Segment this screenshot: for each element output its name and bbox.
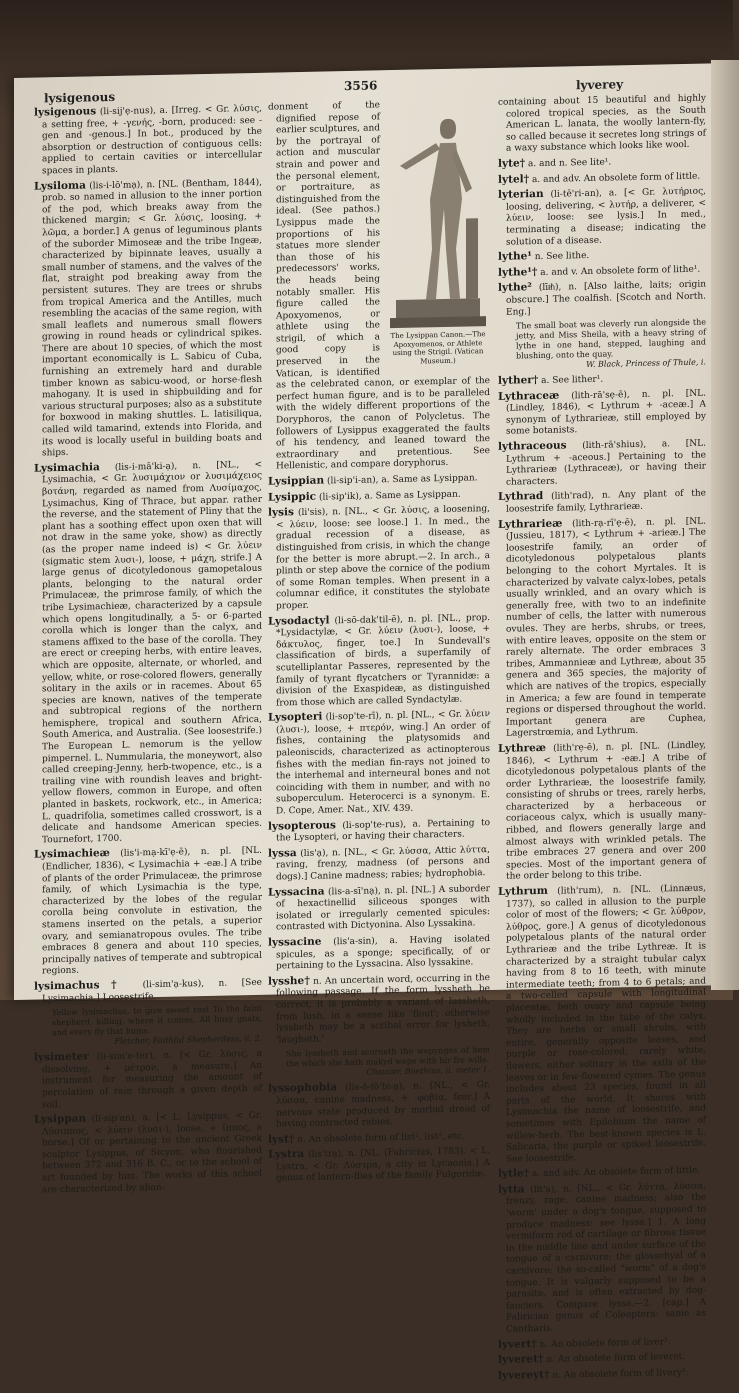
headword: Lysopteri [268, 710, 323, 724]
definition-text: (lis'trạ), n. [NL. (Fabricius, 1783), < L. Lystra, < Gr. Λύστρα, a city in Lycaonia.] A genus of lantern-flies of the family Fulgoridæ. [276, 1146, 490, 1184]
column-3 [498, 93, 706, 1382]
dictionary-entry [268, 883, 490, 935]
definition-text: containing about 15 beautiful and highly colored tropical species, as the South American L. lanata, the woolly lantern-fly, so called because it secretes long strings of a waxy substance which looks like wool. [498, 93, 706, 155]
dictionary-entry [268, 817, 490, 846]
definition-text: (lis'ạ), n. [NL., < Gr. λύσσα, Attic λύττα, raving, frenzy, madness (of persons and dogs).] Canine madness; rabies; hydrophobia. [276, 844, 490, 883]
dictionary-entry [498, 515, 706, 741]
dictionary-entry [498, 263, 706, 280]
headword: Lysimachia [34, 461, 100, 475]
quote-text: Yellow lysimachus, to give sweet rest To the faint shepherd, killing, where it comes, All busy gnats, and every fly that hums. [52, 1003, 262, 1038]
definition-text: (lith'rum), n. [NL. (Linnæus, 1737), so called in allusion to the purple color of most of the flowers; < Gr. λύθρον, λύθρος, gore.] A genus of dicotyledonous polypetalous plants of the natural order Lythrarieæ and the tribe Lythreæ. It is characterized by a straight tubular calyx having from 8 to 16 teeth, with minute intermediate teeth; from 4 to 6 petals; and a two-celled capsule with longitudinal placentæ, both ovary and capsule being wholly included in the tube of the calyx. They are herbs or small shrubs, with entire, generally opposite leaves, and purple or rose-colored, rarely white, flowers, either solitary in the axils of the leaves or in few-flowered cymes. The genus includes about 23 species, found in all parts of the world. It shares with Lysimachia the name of loosestrife, and sometimes with Epilobium the name of willow-herb. The best-known species is L. Salicaria, the purple or spiked loosestrife. See loosestrife. [506, 883, 706, 1165]
headword: lyvert† [498, 1337, 537, 1351]
definition-text: (li-sip'i-an), a. Same as Lysippan. [327, 473, 478, 487]
definition-text: n. An uncertain word, occurring in the following passage. If the form lyssheth be correct, it is probably a variant of lussheth, from lush, in a sense like 'flout'; otherwise lyssheth may be a scribal error for lysheth, 'laugheth.' [276, 972, 491, 1046]
dictionary-entry [498, 248, 706, 265]
definition-text: (li'sis), n. [NL., < Gr. λύσις, a loosening, < λύειν, loose: see loose.] 1. In med., the gradual recession of a disease, as distinguished from crisis, in which the change for the better is more abrupt.—2. In arch., a plinth or step above the cornice of the podium of some Roman temples. When present in a columnar edifice, it constitutes the stylobate proper. [276, 504, 490, 612]
definition-text: (lith'rẹ-ē), n. pl. [NL. (Lindley, 1846), < Lythrum + -eæ.] A tribe of dicotyledonous polypetalous plants of the order Lythrarieæ, the loosestrife family, consisting of shrubs or trees, rarely herbs, characterized by a herbaceous or coriaceous calyx, which is usually many-ribbed, and flowers generally large and almost always with wrinkled petals. The tribe embraces 27 genera and over 200 species. Most of the important genera of the order belong to this tribe. [506, 740, 706, 883]
dictionary-entry [498, 1351, 706, 1368]
dictionary-entry [498, 94, 706, 156]
headword: Lythreæ [498, 741, 547, 755]
definition-text: n. An obsolete form of list¹, list², etc. [297, 1131, 465, 1145]
definition-text: (li-sim'ạ-kus), n. [See Lysimachia.] Loosestrife. [42, 977, 263, 1004]
dictionary-entry [34, 1110, 262, 1197]
headword: lythraceous [498, 439, 567, 453]
dictionary-entry [498, 279, 706, 319]
dictionary-entry [268, 708, 490, 818]
headword: lysimachus† [34, 978, 129, 993]
definition-text: (lis-i-mā'ki-ạ), n. [NL., < Lysimachia, < Gr. λυσιμάχιον or λυσιμάχειος βοτάνη, regarded as named from Λυσίμαχος, Lysimachus, King of Thrace, but appar. rather the reverse, and the statement of Pliny that the plant has a soothing effect upon oxen that will not draw in the same yoke, show) as directly (as the proper name indeed is) < Gr. λύειν (sigmatic stem λυσι-), loose, + μάχη, strife.] A large genus of dicotyledonous gamopetalous plants, belonging to the natural order Primulaceæ, the primrose family, of which the tribe Lysimachieæ, characterized by a capsule which opens longitudinally, a 5- or 6-parted corolla which is longer than the calyx, and stamens affixed to the base of the corolla. They are erect or creeping herbs, with entire leaves, which are opposite, alternate, or whorled, and yellow, white, or rose-colored flowers, generally solitary in the axils or in racemes. About 65 species are known, natives of the temperate and subtropical regions of the northern hemisphere, tropical and southern Africa, South America, and Australia. (See loosestrife.) The European L. nemorum is the yellow pimpernel. L. Nummularia, the moneywort, also called creeping-Jenny, herb-twopence, etc., is a trailing vine with roundish leaves and bright-yellow flowers, common in Europe, and often planted in baskets, rockwork, etc., in America; L. quadrifolia, sometimes called crosswort, is a delicate and handsome American species. Tournefort, 1700. [42, 459, 262, 846]
definition-text: a. and adv. An obsolete form of little. [531, 171, 701, 185]
dictionary-entry [498, 883, 706, 1167]
definition-text: (lis'a-sin), a. Having isolated spicules, as a sponge; specifically, of or pertaining to the Lyssacina. Also lyssakine. [276, 933, 490, 972]
headword: Lysiloma [34, 179, 86, 193]
dictionary-entry [268, 472, 490, 489]
definition-text: (lith-rạ-rī'ẹ-ē), n. pl. [NL. (Jussieu, 1817), < Lythrum + -arieæ.] The loosestrife family, an order of dicotyledonous polypetalous plants belonging to the cohort Myrtales. It is characterized by valvate calyx-lobes, petals usually wrinkled, and an ovary which is generally free, with two to an indefinite number of cells, the latter with numerous ovules. They are herbs, shrubs, or trees, with entire leaves, opposite on the stem or rarely alternate. The order embraces 3 tribes, Ammannieæ and Lythreæ, about 35 genera and 365 species, the majority of which are natives of the tropics, especially in America; a few are found in temperate regions or dispersed throughout the world. Important genera are Cuphea, Lagerstrœmia, and Lythrum. [506, 516, 706, 740]
quote-text: She lyssheth and scorneth the wepynges of hem the which she hath makyd wepe with hir fre wille. [286, 1045, 490, 1069]
dictionary-entry [498, 1366, 706, 1383]
dictionary-entry [498, 739, 706, 883]
definition-text: (li-sop'te-rus), a. Pertaining to the Lysopteri, or having their characters. [276, 817, 490, 844]
dictionary-entry [268, 503, 490, 613]
citation-quote [52, 1004, 262, 1048]
headword: lyssa [268, 846, 297, 860]
definition-text: n. An obsolete form of livery³. [552, 1367, 689, 1381]
headword: Lythraceæ [498, 389, 560, 403]
dictionary-entry [498, 372, 706, 389]
headword: Lysippan [34, 1112, 87, 1126]
headword: Lythrarieæ [498, 517, 563, 531]
headword: lyveret† [498, 1353, 544, 1367]
definition-text: a. See lither¹. [541, 374, 604, 387]
definition-text: n. An obsolete form of leveret. [546, 1352, 685, 1366]
dictionary-entry [498, 154, 706, 171]
definition-text: (li-sō-dak'til-ē), n. pl. [NL., prop. *Lysidactylæ, < Gr. λύειν (λυσι-), loose, + δάκτυλος, finger, toe.] In Sundevall's classification of birds, a superfamily of scutelliplantar Passeres, represented by the family of tyrant flycatchers or Tyrannidæ: a division of the Exaspideæ, as distinguished from those which are called Syndactylæ. [276, 612, 490, 709]
dictionary-entry [268, 844, 490, 884]
headword: lysimeter [34, 1050, 89, 1064]
definition-text: (lis-a-sī'nạ), n. pl. [NL.] A suborder of hexactinellid siliceous sponges with isolated or irregularly cemented spicules: contrasted with Dictyonina. Also Lyssakina. [276, 883, 490, 933]
headword: lythe¹ [498, 250, 532, 263]
left-guide-word: lysigenous [44, 89, 116, 106]
definition-text: (lis-ō-fō'bi-ạ), n. [NL., < Gr. λύσσα, canine madness, + -φοβία, fear.] A nervous state produced by morbid dread of having contracted rabies. [276, 1080, 490, 1130]
headword: lyte† [498, 157, 526, 170]
dictionary-entry [498, 1335, 706, 1352]
headword: lysigenous [34, 105, 97, 119]
headword: Lyssacina [268, 885, 325, 899]
right-guide-word: lyverey [576, 77, 624, 93]
column-1 [34, 103, 263, 1196]
definition-text: a. and adv. An obsolete form of little. [531, 1165, 701, 1180]
quote-source: Chaucer, Boethius, ii. meter 1. [366, 1065, 490, 1077]
definition-text: (lis-i-lō'mạ), n. [NL. (Bentham, 1844), prob. so named in allusion to the inner portion of the pod, which breaks away from the thickened margin; < Gr. λύσις, loosing, + λῶμα, a border.] A genus of leguminous plants of the suborder Mimoseæ and the tribe Ingeæ, characterized by bipinnate leaves, usually a small number of stamens, and the valves of the flat, straight pod breaking away from the persistent sutures. They are trees or shrubs from tropical America and the Antilles, much resembling the acacias of the same region, with small leaflets and numerous small flowers growing in round heads or cylindrical spikes. There are about 10 species, of which the most important economically is L. Sabicu of Cuba, furnishing an extremely hard and durable timber known as sabicu-wood, or horse-flesh mahogany. It is used in shipbuilding and for various structural purposes; also as a substitute for boxwood in making shuttles. L. latisiliqua, called wild tamarind, extends into Florida, and its wood is locally useful in building boats and ships. [42, 177, 262, 459]
headword: lytle† [498, 1167, 530, 1181]
definition-text: (li-sop'te-rī), n. pl. [NL., < Gr. λύειν (λυσι-), loose, + πτερόν, wing.] An order of fishes, containing the platysomids and paleoniscids, characterized as actinopterous fishes with the median fin-rays not joined to the interhemal and interneural bones and not coinciding with them in number, and with no suboperculum. Heterocerci is a synonym. E. D. Cope, Amer. Nat., XIV. 439. [276, 709, 490, 817]
dictionary-entry [268, 933, 490, 973]
dictionary-entry [268, 488, 490, 505]
headword: lysopterous [268, 818, 336, 833]
statue-illustration [386, 98, 490, 330]
dictionary-entry [34, 1048, 262, 1112]
dictionary-entry [34, 977, 262, 1006]
citation-quote [286, 1045, 490, 1079]
citation-quote [516, 318, 706, 372]
definition-text: (li-sip'ik), a. Same as Lysippan. [318, 489, 461, 503]
headword: lyst† [268, 1132, 295, 1146]
dictionary-page [14, 63, 714, 1382]
headword: lythe² [498, 281, 532, 295]
quote-source: W. Black, Princess of Thule, i. [586, 357, 706, 370]
headword: lyterian [498, 188, 544, 202]
headword: lysis [268, 506, 294, 519]
headword: Lythrad [498, 490, 544, 504]
dictionary-entry [498, 387, 706, 439]
dictionary-entry [34, 103, 262, 178]
definition-text: a. and n. See lite¹. [528, 157, 612, 170]
definition-text: (li-sim'e-tėr), n. [< Gr. λύσις, a dissolving, + μέτρον, a measure.] An instrument for measuring the amount of percolation of rain through a given depth of soil. [42, 1048, 262, 1110]
definition-text: n. See lithe. [534, 251, 590, 263]
headword: lysshe† [268, 974, 311, 988]
definition-text: (li-tē'ri-an), a. [< Gr. λυτήριος, loosing, delivering, < λυτήρ, a deliverer, < λύειν, loose: see lysis.] In med., terminating a disease; indicating the solution of a disease. [506, 186, 706, 248]
dictionary-entry [498, 1180, 706, 1336]
dictionary-entry [498, 438, 706, 490]
headword: Lystra [268, 1148, 305, 1161]
page-number: 3556 [344, 78, 378, 94]
dictionary-entry [498, 170, 706, 187]
dictionary-entry [498, 488, 706, 517]
dictionary-entry [498, 1165, 706, 1182]
headword: Lysimachieæ [34, 847, 110, 861]
definition-text: (lith'rad), n. Any plant of the loosestrife family, Lythrarieæ. [506, 488, 706, 515]
headword: lytel† [498, 172, 530, 186]
headword: Lysippic [268, 490, 317, 504]
headword: lytta [498, 1183, 525, 1196]
dictionary-entry [268, 1130, 490, 1147]
dictionary-entry [34, 176, 262, 460]
headword: lyssophobia [268, 1081, 338, 1095]
headword: Lysippian [268, 474, 325, 488]
headword: lyssacine [268, 935, 322, 949]
definition-text: a. and v. An obsolete form of lithe¹. [540, 264, 701, 278]
dictionary-entry [268, 612, 490, 710]
definition-text: (līᵺ), n. [Also laithe, laits; origin obscure.] The coalfish. [Scotch and North. Eng.] [506, 279, 706, 318]
headword: lyther† [498, 374, 539, 387]
quote-source: Fletcher, Faithful Shepherdess, ii. 2. [114, 1033, 262, 1047]
quote-text: The small boat was cleverly run alongside the jetty, and Miss Sheila, with a heavy string of lythe in one hand, stepped, laughing and blushing, onto the quay. [516, 317, 706, 361]
statue-figure [386, 98, 490, 366]
definition-text: (li-sij'ẹ-nus), a. [Irreg. < Gr. λύσις, a setting free, + -γενής, -born, produced: see -gen and -genous.] In bot., produced by the absorption or destruction of contiguous cells: applied to certain cavities or intercellular spaces in plants. [42, 103, 262, 177]
definition-text: (lis'i-mạ-kī'ẹ-ē), n. pl. [NL. (Endlicher, 1836), < Lysimachia + -eæ.] A tribe of plants of the order Primulaceæ, the primrose family, of which Lysimachia is the type, characterized by the lobes of the regular corolla being convolute in estivation, the stamens inserted on the petals, a superior ovary, and semianatropous ovules. The tribe embraces 8 genera and about 110 species, principally natives of temperate and subtropical regions. [42, 846, 262, 977]
headword: Lythrum [498, 884, 548, 898]
definition-text: (lith-rā'sẹ-ē), n. pl. [NL. (Lindley, 1846), < Lythrum + -aceæ.] A synonym of Lythrarieæ, still employed by some botanists. [506, 388, 706, 438]
dictionary-entry [34, 845, 262, 978]
headword: lyvereyt† [498, 1368, 550, 1382]
definition-text: (li-sip'an), a. [< L. Lysippus, < Gr. Λύσιππος, < λύειν (λυσι-), loose, + ἵππος, a horse.] Of or pertaining to the ancient Greek sculptor Lysippus, of Sicyon, who flourished between 372 and 316 B. C., or to the school of art founded by him. The works of this school are characterized by aban- [42, 1110, 262, 1196]
dictionary-entry [268, 972, 490, 1047]
dictionary-entry [268, 1079, 490, 1131]
definition-text: (lit'ạ), n. [NL., < Gr. λύττα, λύσσα, frenzy, rage, canine madness; also the 'worm' under a dog's tongue, supposed to produce madness: see lyssa.] 1. A long vermiform rod of cartilage or fibrous tissue in the middle line and under surface of the tongue of a carnivore; the glossohyal of a carnivore; the so-called "worm" of a dog's tongue. It is vulgarly supposed to be a parasite, and is often extracted by dog-fanciers. Compare lyssa.—2. [cap.] A Fabrician genus of Coleoptera: same as Cantharis. [506, 1181, 706, 1335]
page-stack-edge [711, 60, 739, 990]
column-2 [268, 98, 491, 1184]
dictionary-entry [498, 186, 706, 249]
definition-text: n. An obsolete form of liver². [539, 1336, 671, 1350]
dictionary-entry [34, 459, 262, 847]
dictionary-entry [268, 1145, 490, 1185]
headword: lythe¹† [498, 265, 538, 279]
definition-text: (lith-rā'shius), a. [NL. Lythrum + -aceous.] Pertaining to the Lythrarieæ (Lythraceæ), or having their characters. [506, 438, 706, 488]
figure-caption: The Lysippan Canon.—The Apoxyomenos, or Athlete using the Strigil. (Vatican Museum.) [390, 330, 486, 365]
headword: Lysodactyl [268, 613, 330, 628]
definition-text: donment of the dignified repose of earlier sculptures, and by the portrayal of action and muscular strain and power and the personal element, or portraiture, as distinguished from the ideal. (See pathos.) Lysippus made the proportions of his statues more slender than those of his predecessors' works, the heads being notably smaller. His figure called the Apoxyomenos, or athlete using the strigil, of which a good copy is preserved in the Vatican, is identified as the celebrated canon, or exemplar of the perfect human figure, and is to be paralleled with the widely different proportions of the Doryphoros, the canon of Polycletus. The followers of Lysippus exaggerated the faults of his tendency, and leaned toward the extraordinary and pretentious. See Hellenistic, and compare doryphorus. [268, 100, 490, 472]
